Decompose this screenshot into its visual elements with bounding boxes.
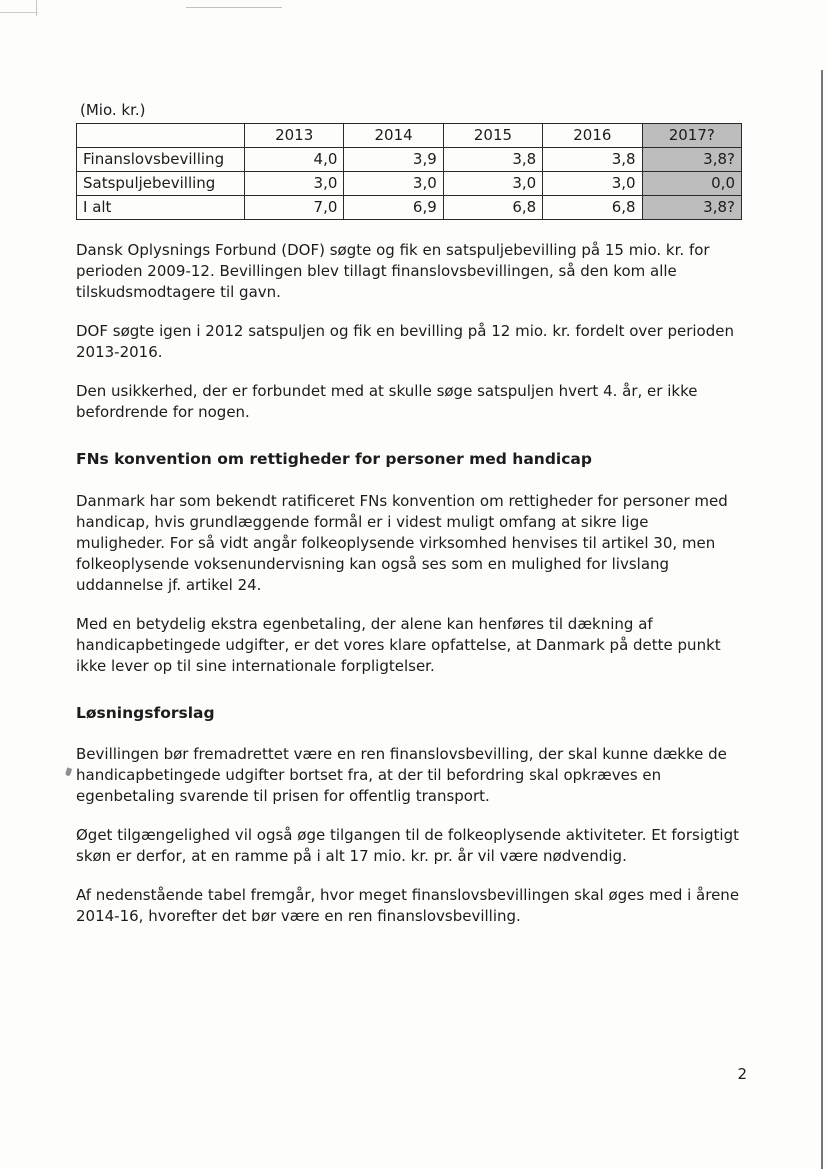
table-cell: 3,8 <box>543 148 642 172</box>
body-text <box>76 240 742 927</box>
table-cell: 3,0 <box>344 172 443 196</box>
page-number: 2 <box>737 1065 747 1083</box>
table-cell: 3,0 <box>543 172 642 196</box>
table-row <box>77 196 742 220</box>
heading-fn-konvention: FNs konvention om rettigheder for personer med handicap <box>76 450 592 468</box>
document-content <box>76 100 742 945</box>
table-row <box>77 172 742 196</box>
scan-artifact-corner <box>0 12 38 13</box>
table-cell: 6,8 <box>443 196 542 220</box>
table-cell: 3,8 <box>443 148 542 172</box>
table-row <box>77 148 742 172</box>
table-cell: 3,0 <box>443 172 542 196</box>
table-header-2015: 2015 <box>443 124 542 148</box>
table-cell: 3,8? <box>642 148 741 172</box>
row-label: Finanslovsbevilling <box>77 148 245 172</box>
table-header-2016: 2016 <box>543 124 642 148</box>
funding-table <box>76 123 742 220</box>
table-cell: 4,0 <box>245 148 344 172</box>
table-header-2013: 2013 <box>245 124 344 148</box>
table-caption: (Mio. kr.) <box>80 101 146 119</box>
table-cell: 6,9 <box>344 196 443 220</box>
row-label: Satspuljebevilling <box>77 172 245 196</box>
paragraph-tabel-henvisning: Af nedenstående tabel fremgår, hvor meget finanslovsbevillingen skal øges med i årene 2014-16, hvorefter det bør være en ren finanslovsbevilling. <box>76 886 740 926</box>
paragraph-dof-2012: DOF søgte igen i 2012 satspuljen og fik en bevilling på 12 mio. kr. fordelt over perioden 2013-2016. <box>76 322 734 361</box>
scan-artifact-corner <box>36 0 37 16</box>
table-cell: 3,8? <box>642 196 741 220</box>
paragraph-egenbetaling: Med en betydelig ekstra egenbetaling, der alene kan henføres til dækning af handicapbetingede udgifter, er det vores klare opfattelse, at Danmark på dette punkt ikke lever op til sine internationale forpligtelser. <box>76 614 721 675</box>
table-cell: 3,0 <box>245 172 344 196</box>
paragraph-dof-satspulje: Dansk Oplysnings Forbund (DOF) søgte og fik en satspuljebevilling på 15 mio. kr. for perioden 2009-12. Bevillingen blev tillagt finanslovsbevillingen, så den kom alle tilskudsmodtagere til gavn. <box>76 241 710 301</box>
table-header-2017: 2017? <box>642 124 741 148</box>
table-header-row <box>77 124 742 148</box>
paragraph-bevilling-forslag: Bevillingen bør fremadrettet være en ren finanslovsbevilling, der skal kunne dække de handicapbetingede udgifter bortset fra, at der til befordring skal opkræves en egenbetaling svarende til prisen for offentlig transport. <box>76 745 727 806</box>
paragraph-usikkerhed: Den usikkerhed, der er forbundet med at skulle søge satspuljen hvert 4. år, er ikke befordrende for nogen. <box>76 382 698 421</box>
scan-artifact-line <box>186 7 282 8</box>
heading-losningsforslag: Løsningsforslag <box>76 703 215 722</box>
table-header-2014: 2014 <box>344 124 443 148</box>
table-header-empty <box>77 124 245 148</box>
table-cell: 7,0 <box>245 196 344 220</box>
scan-artifact-speck <box>65 767 72 776</box>
scan-edge-artifact <box>821 70 823 1169</box>
table-cell: 3,9 <box>344 148 443 172</box>
table-cell: 0,0 <box>642 172 741 196</box>
row-label: I alt <box>77 196 245 220</box>
paragraph-ratificeret: Danmark har som bekendt ratificeret FNs konvention om rettigheder for personer med handicap, hvis grundlæggende formål er i videst muligt omfang at sikre lige muligheder. For så vidt angår folkeoplysende virksomhed henvises til artikel 30, men folkeoplysende voksenundervisning kan også ses som en mulighed for livslang uddannelse jf. artikel 24. <box>76 491 728 594</box>
table-cell: 6,8 <box>543 196 642 220</box>
paragraph-tilgaengelighed: Øget tilgængelighed vil også øge tilgangen til de folkeoplysende aktiviteter. Et forsigtigt skøn er derfor, at en ramme på i alt 17 mio. kr. pr. år vil være nødvendig. <box>76 826 739 866</box>
